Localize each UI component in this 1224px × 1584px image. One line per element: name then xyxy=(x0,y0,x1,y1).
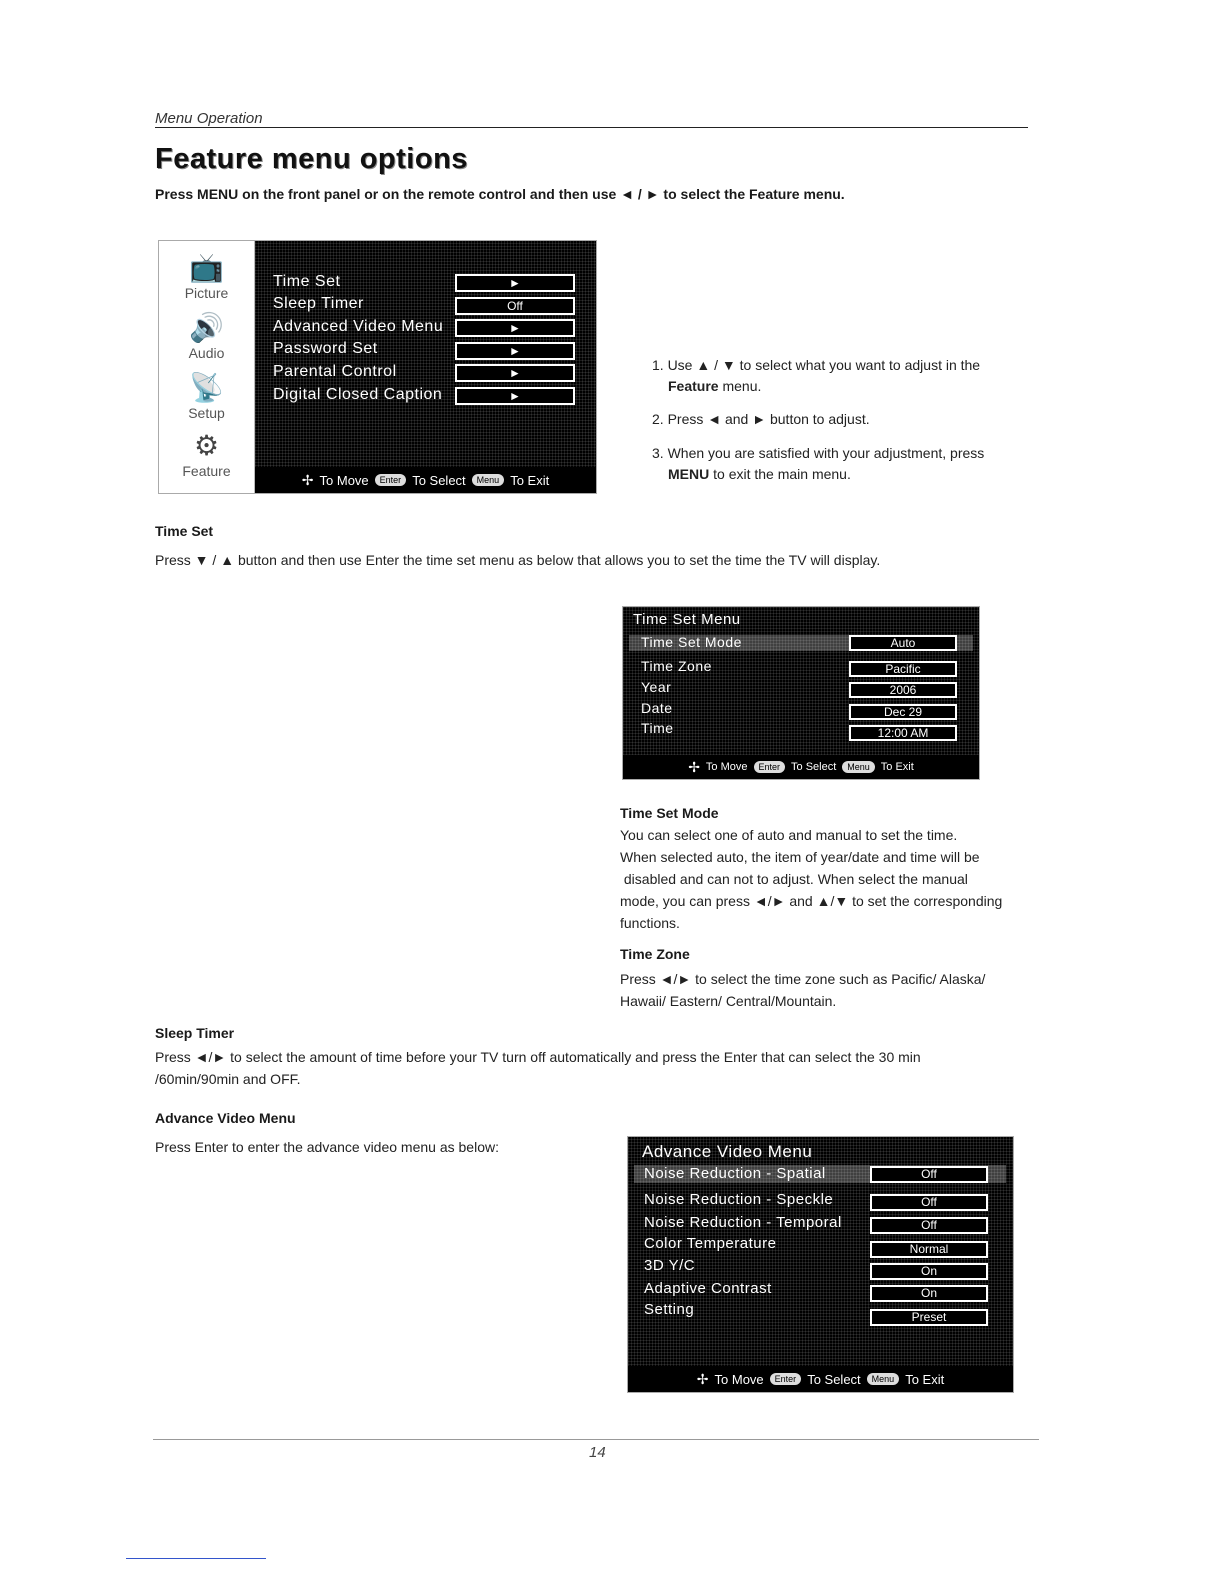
menu-item-time[interactable]: Time xyxy=(641,720,674,736)
page-title: Feature menu options xyxy=(155,143,468,175)
nr-spatial-value[interactable]: Off xyxy=(870,1166,988,1183)
feature-icon: ⚙ xyxy=(193,430,220,461)
step-1-line-2 xyxy=(652,376,980,397)
menu-item-adaptive-contrast[interactable]: Adaptive Contrast xyxy=(644,1280,772,1297)
footer-move: To Move xyxy=(319,472,369,488)
time-set-mode-value[interactable]: Auto xyxy=(849,635,957,651)
text-line: Press ◄/► to select the amount of time before your TV turn off automatically and press the Enter that can select the 30 min xyxy=(155,1049,921,1065)
time-set-mode-heading: Time Set Mode xyxy=(620,805,719,821)
sidebar-item-setup[interactable] xyxy=(159,373,254,421)
time-zone-value[interactable]: Pacific xyxy=(849,661,957,677)
footer-move: To Move xyxy=(714,1371,764,1387)
footer-rule xyxy=(153,1439,1039,1440)
nr-speckle-value[interactable]: Off xyxy=(870,1194,988,1211)
feature-menu-screen xyxy=(158,240,597,494)
3d-yc-value[interactable]: On xyxy=(870,1263,988,1280)
step-1-line-1: 1. Use ▲ / ▼ to select what you want to adjust in the xyxy=(652,357,981,373)
menu-item-3d-yc[interactable]: 3D Y/C xyxy=(644,1257,696,1274)
step-1-bold: Feature xyxy=(668,378,719,394)
sleep-timer-text xyxy=(155,1046,921,1090)
arrow-right-icon: ► xyxy=(509,321,521,335)
step-3-line-1: 3. When you are satisfied with your adjustment, press xyxy=(652,445,985,461)
sidebar-item-label: Audio xyxy=(188,345,225,361)
section-header: Menu Operation xyxy=(155,110,263,127)
sidebar-item-audio[interactable] xyxy=(159,313,254,361)
menu-item-date[interactable]: Date xyxy=(641,700,673,716)
setting-value[interactable]: Preset xyxy=(870,1309,988,1326)
menu-item-color-temp[interactable]: Color Temperature xyxy=(644,1235,777,1252)
sleep-timer-value[interactable]: Off xyxy=(455,297,575,315)
text-line: Hawaii/ Eastern/ Central/Mountain. xyxy=(620,993,837,1009)
header-rule xyxy=(155,127,1028,128)
menu-item-advanced-video[interactable]: Advanced Video Menu xyxy=(273,318,444,335)
intro-text: Press MENU on the front panel or on the remote control and then use ◄ / ► to select the Feature menu. xyxy=(155,186,845,202)
enter-pill: Enter xyxy=(375,474,407,486)
footer-select: To Select xyxy=(807,1371,861,1387)
step-3-line-2 xyxy=(652,464,984,485)
menu-item-time-zone[interactable]: Time Zone xyxy=(641,658,712,674)
advance-video-heading: Advance Video Menu xyxy=(155,1110,296,1126)
menu-item-year[interactable]: Year xyxy=(641,679,672,695)
page-number: 14 xyxy=(589,1444,606,1461)
time-zone-heading: Time Zone xyxy=(620,946,690,962)
password-set-value[interactable] xyxy=(455,342,575,360)
time-value[interactable]: 12:00 AM xyxy=(849,725,957,741)
menu-item-nr-speckle[interactable]: Noise Reduction - Speckle xyxy=(644,1191,834,1208)
advance-video-text: Press Enter to enter the advance video menu as below: xyxy=(155,1139,499,1155)
footer-exit: To Exit xyxy=(905,1371,945,1387)
footer-exit: To Exit xyxy=(510,472,550,488)
arrow-right-icon: ► xyxy=(509,366,521,380)
text-line: functions. xyxy=(620,915,680,931)
enter-pill: Enter xyxy=(770,1373,802,1385)
text-line: mode, you can press ◄/► and ▲/▼ to set the corresponding xyxy=(620,893,1003,909)
menu-item-nr-spatial[interactable]: Noise Reduction - Spatial xyxy=(644,1165,826,1182)
move-icon: ✢ xyxy=(688,758,700,775)
osd-footer xyxy=(255,467,596,493)
footer-select: To Select xyxy=(791,761,837,773)
sidebar-item-label: Picture xyxy=(184,285,229,301)
text-line: When selected auto, the item of year/date and time will be xyxy=(620,849,980,865)
menu-item-sleep-timer[interactable]: Sleep Timer xyxy=(273,295,364,312)
osd-sidebar xyxy=(159,241,255,493)
color-temp-value[interactable]: Normal xyxy=(870,1241,988,1258)
step-3 xyxy=(652,443,984,485)
menu-item-parental-control[interactable]: Parental Control xyxy=(273,363,397,380)
menu-item-nr-temporal[interactable]: Noise Reduction - Temporal xyxy=(644,1214,842,1231)
text-line: You can select one of auto and manual to set the time. xyxy=(620,827,958,843)
time-set-text: Press ▼ / ▲ button and then use Enter the time set menu as below that allows you to set the time the TV will display. xyxy=(155,552,881,568)
footer-move: To Move xyxy=(705,761,748,773)
time-set-menu-screen xyxy=(622,606,980,780)
parental-control-value[interactable] xyxy=(455,364,575,382)
enter-pill: Enter xyxy=(754,761,786,773)
footer-exit: To Exit xyxy=(880,761,914,773)
step-2: 2. Press ◄ and ► button to adjust. xyxy=(652,411,870,427)
time-set-value[interactable] xyxy=(455,274,575,292)
menu-pill: Menu xyxy=(867,1373,900,1385)
text-line: disabled and can not to adjust. When select the manual xyxy=(620,871,968,887)
advanced-video-value[interactable] xyxy=(455,319,575,337)
time-zone-text xyxy=(620,968,985,1012)
sidebar-item-label: Feature xyxy=(182,463,231,479)
move-icon: ✢ xyxy=(301,471,314,488)
speaker-icon: 🔊 xyxy=(189,312,224,343)
time-set-heading: Time Set xyxy=(155,523,214,539)
year-value[interactable]: 2006 xyxy=(849,682,957,698)
step-1 xyxy=(652,355,980,397)
arrow-right-icon: ► xyxy=(509,344,521,358)
link-underline xyxy=(126,1558,266,1559)
osd-title: Advance Video Menu xyxy=(642,1142,813,1161)
sidebar-item-picture[interactable] xyxy=(159,253,254,301)
arrow-right-icon: ► xyxy=(509,389,521,403)
step-3-bold: MENU xyxy=(668,466,710,482)
tv-icon: 📺 xyxy=(189,252,224,283)
osd-footer xyxy=(623,755,979,779)
footer-select: To Select xyxy=(412,472,466,488)
step-3-rest: to exit the main menu. xyxy=(709,466,851,482)
menu-pill: Menu xyxy=(842,761,875,773)
text-line: /60min/90min and OFF. xyxy=(155,1071,301,1087)
adaptive-contrast-value[interactable]: On xyxy=(870,1285,988,1302)
osd-footer xyxy=(628,1366,1013,1392)
nr-temporal-value[interactable]: Off xyxy=(870,1217,988,1234)
text-line: Press ◄/► to select the time zone such as Pacific/ Alaska/ xyxy=(620,971,986,987)
sleep-timer-heading: Sleep Timer xyxy=(155,1025,235,1041)
digital-cc-value[interactable] xyxy=(455,387,575,405)
satellite-icon: 📡 xyxy=(189,372,224,403)
menu-item-password-set[interactable]: Password Set xyxy=(273,340,378,357)
date-value[interactable]: Dec 29 xyxy=(849,704,957,720)
osd-title: Time Set Menu xyxy=(633,611,741,628)
arrow-right-icon: ► xyxy=(509,276,521,290)
menu-item-time-set-mode[interactable]: Time Set Mode xyxy=(641,634,742,650)
menu-item-time-set[interactable]: Time Set xyxy=(273,273,341,290)
menu-item-digital-cc[interactable]: Digital Closed Caption xyxy=(273,386,443,403)
step-1-rest: menu. xyxy=(718,378,762,394)
menu-pill: Menu xyxy=(472,474,505,486)
time-set-mode-text xyxy=(620,824,1002,934)
menu-item-setting[interactable]: Setting xyxy=(644,1301,695,1318)
advance-video-menu-screen xyxy=(627,1136,1014,1393)
sidebar-item-feature[interactable] xyxy=(159,431,254,479)
sidebar-item-label: Setup xyxy=(188,405,225,421)
move-icon: ✢ xyxy=(696,1370,709,1387)
